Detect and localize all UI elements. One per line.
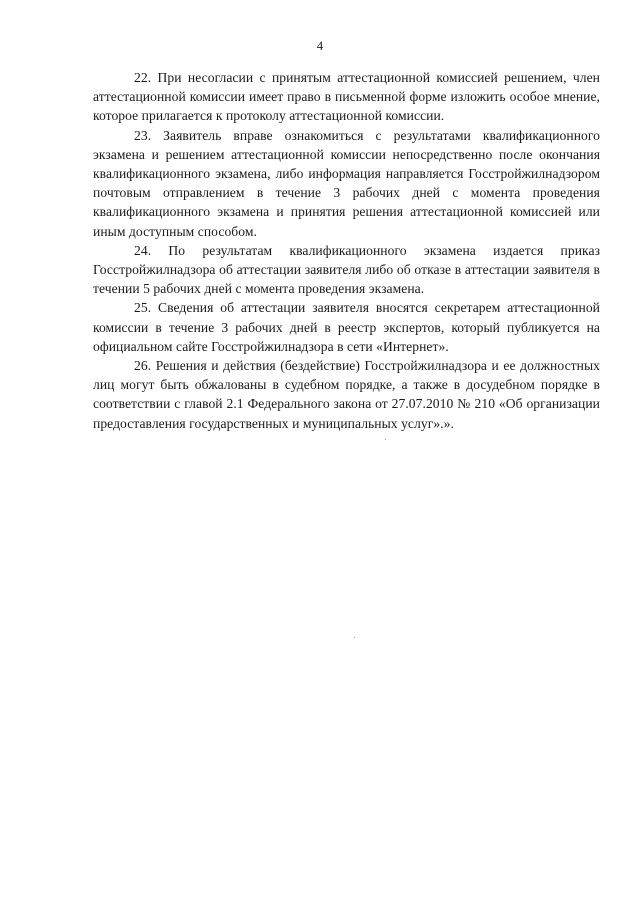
scan-speck — [385, 439, 386, 440]
scan-speck — [354, 637, 355, 638]
paragraph-23: 23. Заявитель вправе ознакомиться с результатами квалификационного экзамена и решением аттестационной комиссии непосредственно после окончания квалификационного экзамена, либо информация направляется Госстройжилнадзором почтовым отправлением в течение 3 рабочих дней с момента проведения квалификационного экзамена и принятия решения аттестационной комиссией или иным доступным способом. — [93, 127, 600, 239]
paragraph-26: 26. Решения и действия (бездействие) Госстройжилнадзора и ее должностных лиц могут быть обжалованы в судебном порядке, а также в досудебном порядке в соответствии с главой 2.1 Федерального закона от 27.07.2010 № 210 «Об организации предоставления государственных и муниципальных услуг».». — [93, 358, 600, 431]
paragraph-25: 25. Сведения об аттестации заявителя вносятся секретарем аттестационной комиссии в течение 3 рабочих дней в реестр экспертов, который публикуется на официальном сайте Госстройжилнадзора в сети «Интернет». — [93, 300, 600, 354]
paragraph-22: 22. При несогласии с принятым аттестационной комиссией решением, член аттестационной комиссии имеет право в письменной форме изложить особое мнение, которое прилагается к протоколу аттестационной комиссии. — [93, 70, 600, 124]
paragraph-24: 24. По результатам квалификационного экзамена издается приказ Госстройжилнадзора об аттестации заявителя либо об отказе в аттестации заявителя в течении 5 рабочих дней с момента проведения экзамена. — [93, 242, 600, 297]
page-number: 4 — [316, 39, 324, 53]
document-body — [93, 68, 600, 433]
